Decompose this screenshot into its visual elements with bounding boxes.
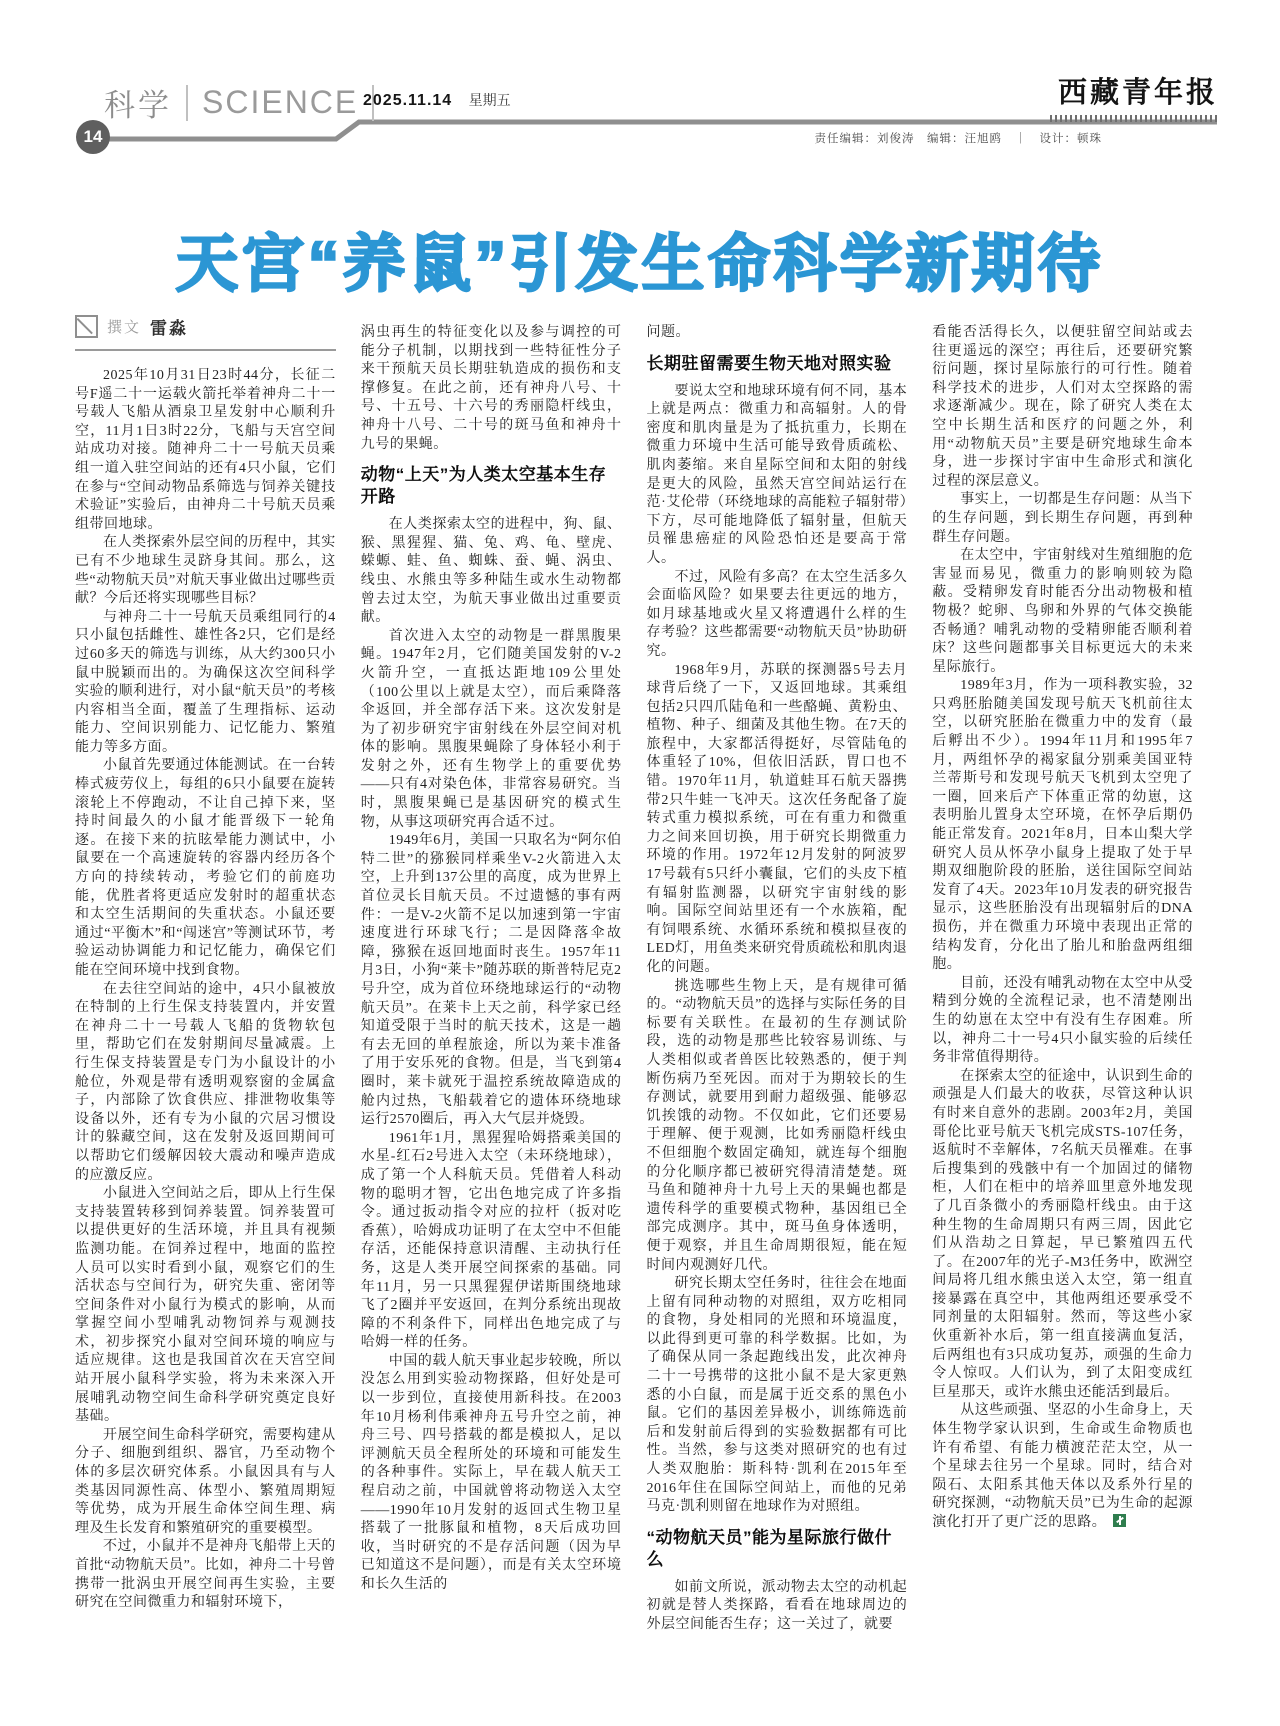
date-block [363, 90, 511, 110]
paragraph: 中国的载人航天事业起步较晚，所以没怎么用到实验动物探路，但好处是可以一步到位，直接使用新科技。在2003年10月杨利伟乘神舟五号升空之前，神舟三号、四号搭载的都是模拟人，足以评测航天员全程所处的环境和可能发生的各种事件。实际上，早在载人航天工程启动之前，中国就曾将动物送入太空——1990年10月发射的返回式生物卫星搭载了一批豚鼠和植物，8天后成功回收，当时研究的不是存活问题（因为早已知道这不是问题），而是有关太空环境和长久生活的 [360, 1353, 622, 1592]
paragraph: 如前文所说，派动物去太空的动机起初就是替人类探路，看看在地球周边的外层空间能否生存；这一关过了，就要 [646, 1579, 908, 1632]
paragraph: 在去往空间站的途中，4只小鼠被放在特制的上行生保支持装置内，并安置在神舟二十一号载人飞船的货物软包里，帮助它们在发射期间尽量减震。上行生保支持装置是专门为小鼠设计的小舱位，外观是带有透明观察窗的金属盒子，内部除了饮食供应、排泄物收集等设备以外，还有专为小鼠的穴居习惯设计的躲藏空间，这在发射及返回期间可以帮助它们缓解因较大震动和噪声造成的应激反应。 [75, 981, 336, 1183]
page-number-badge: 14 [76, 120, 110, 154]
paragraph: 不过，风险有多高？在太空生活多久会面临风险？如果要去往更远的地方，如月球基地或火星又将遭遇什么样的生存考验？这些都需要“动物航天员”协助研究。 [646, 569, 908, 659]
editors-line: 责任编辑：刘俊涛 编辑：汪旭鸥 ｜ 设计：顿珠 [814, 133, 1102, 145]
paragraph: 不过，小鼠并不是神舟飞船带上天的首批“动物航天员”。比如，神舟二十号曾携带一批涡虫开展空间再生实验，主要研究在空间微重力和辐射环境下， [75, 1539, 336, 1611]
paragraph: 事实上，一切都是生存问题：从当下的生存问题，到长期生存问题，再到种群生存问题。 [932, 492, 1193, 545]
section-name-cn: 科学 [104, 88, 172, 123]
paragraph: 1961年1月，黑猩猩哈姆搭乘美国的水星-红石2号进入太空（未环绕地球），成了第一个人科航天员。凭借着人科动物的聪明才智，它出色地完成了许多指令。通过扳动指令对应的拉杆（扳对吃香蕉），哈姆成功证明了在太空中不但能存活，还能保持意识清醒、主动执行任务，这是人类开展空间探索的基础。同年11月，另一只黑猩猩伊诺斯围绕地球飞了2圈并平安返回，在判分系统出现故障的不利条件下，同样出色地完成了与哈姆一样的任务。 [360, 1130, 622, 1351]
paragraph: 在人类探索外层空间的历程中，其实已有不少地球生灵跻身其间。那么，这些“动物航天员”对航天事业做出过哪些贡献？今后还将实现哪些目标？ [75, 535, 336, 607]
subheading: 长期驻留需要生物天地对照实验 [646, 353, 892, 373]
section-name-en: SCIENCE [202, 84, 359, 120]
kicker-divider [186, 85, 188, 121]
masthead [1050, 70, 1218, 122]
paragraph: 1949年6月，美国一只取名为“阿尔伯特二世”的猕猴同样乘坐V-2火箭进入太空，上升到137公里的高度，成为世界上首位灵长目航天员。不过遗憾的事有两件：一是V-2火箭不足以加速到第一宇宙速度进行环球飞行；二是因降落伞故障，猕猴在返回地面时丧生。1957年11月3日，小狗“莱卡”随苏联的斯普特尼克2号升空，成为首位环绕地球运行的“动物航天员”。在莱卡上天之前，科学家已经知道受限于当时的航天技术，这是一趟有去无回的单程旅途，所以为莱卡准备了用于安乐死的食物。但是，当飞到第4圈时，莱卡就死于温控系统故障造成的舱内过热，飞船载着它的遗体环绕地球运行2570圈后，再入大气层并烧毁。 [360, 833, 622, 1128]
paragraph: 在人类探索太空的进程中，狗、鼠、猴、黑猩猩、猫、兔、鸡、龟、壁虎、蝾螈、蛙、鱼、蜘蛛、蚕、蝇、涡虫、线虫、水熊虫等多种陆生或水生动物都曾去过太空，为航天事业做出过重要贡献。 [360, 517, 622, 626]
paragraph: 涡虫再生的特征变化以及参与调控的可能分子机制，以期找到一些特征性分子来干预航天员长期驻轨造成的损伤和支撑修复。在此之前，还有神舟八号、十号、十五号、十六号的秀丽隐杆线虫，神舟十八号、二十号的斑马鱼和神舟十九号的果蝇。 [360, 325, 622, 452]
article-end-icon [1113, 1514, 1126, 1527]
paragraph: 从这些顽强、坚忍的小生命身上，天体生物学家认识到，生命或生命物质也许有希望、有能力横渡茫茫太空，从一个星球去往另一个星球。同时，结合对陨石、太阳系其他天体以及系外行星的研究探测，“动物航天员”已为生命的起源演化打开了更广泛的思路。 [932, 1403, 1193, 1530]
newspaper-title: 西藏青年报 [1057, 77, 1218, 109]
subheading: 动物“上天”为人类太空基本生存开路 [360, 465, 607, 507]
paragraph: 小鼠进入空间站之后，即从上行生保支持装置转移到饲养装置。饲养装置可以提供更好的生活环境，并且具有视频监测功能。在饲养过程中，地面的监控人员可以实时看到小鼠，观察它们的生活状态与空间行为，研究失重、密闭等空间条件对小鼠行为模式的影响，从而掌握空间小型哺乳动物饲养与观测技术，初步探究小鼠对空间环境的响应与适应规律。这也是我国首次在天宫空间站开展小鼠科学实验，将为未来深入开展哺乳动物空间生命科学研究奠定良好基础。 [75, 1186, 336, 1425]
section-kicker [104, 80, 388, 125]
paragraph: 2025年10月31日23时44分，长征二号F遥二十一运载火箭托举着神舟二十一号载人飞船从酒泉卫星发射中心顺利升空，11月1日3时22分，飞船与天宫空间站成功对接。随神舟二十一号航天员乘组一道入驻空间站的还有4只小鼠，它们在参与“空间动物品系筛选与饲养关键技术验证”实验后，由神舟二十号航天员乘组带回地球。 [75, 368, 336, 532]
paragraph: 在探索太空的征途中，认识到生命的顽强是人们最大的收获，尽管这种认识有时来自意外的悲剧。2003年2月，美国哥伦比亚号航天飞机完成STS-107任务，返航时不幸解体，7名航天员罹难。在事后搜集到的残骸中有一个加固过的储物柜，人们在柜中的培养皿里意外地发现了几百条微小的秀丽隐杆线虫。由于这种生物的生命周期只有两三周，因此它们从浩劫之日算起，早已繁殖四五代了。在2007年的光子-M3任务中，欧洲空间局将几组水熊虫送入太空，第一组直接暴露在真空中，其他两组还要承受不同剂量的太阳辐射。然而，等这些小家伙重新补水后，第一组直接满血复活，后两组也有3只成功复苏，顽强的生命力令人惊叹。人们认为，到了太阳变成红巨星那天，或许水熊虫还能活到最后。 [932, 1068, 1193, 1400]
paragraph: 1989年3月，作为一项科教实验，32只鸡胚胎随美国发现号航天飞机前往太空，以研究胚胎在微重力中的发育（最后孵出不少）。1994年11月和1995年7月，两组怀孕的褐家鼠分别乘美国亚特兰蒂斯号和发现号航天飞机到太空兜了一圈，回来后产下体重正常的幼崽，这表明胎儿置身太空环境，在怀孕后期仍能正常发育。2021年8月，日本山梨大学研究人员从怀孕小鼠身上提取了处于早期双细胞阶段的胚胎，送往国际空间站发育了4天。2023年10月发表的研究报告显示，这些胚胎没有出现辐射后的DNA损伤，并在微重力环境中表现出正常的结构发育，分化出了胎儿和胎盘两组细胞。 [932, 678, 1193, 973]
column-3 [647, 314, 908, 1635]
column-2 [361, 314, 622, 1635]
byline [75, 314, 336, 351]
paragraph: 小鼠首先要通过体能测试。在一台转棒式疲劳仪上，每组的6只小鼠要在旋转滚轮上不停跑动，不让自己掉下来，坚持时间最久的小鼠才能晋级下一轮角逐。在接下来的抗眩晕能力测试中，小鼠要在一个高速旋转的容器内经历各个方向的持续转动，考验它们的前庭功能，优胜者将更适应发射时的超重状态和太空生活期间的失重状态。小鼠还要通过“平衡木”和“闯迷宫”等测试环节，考验运动协调能力和记忆能力，确保它们能在空间环境中找到食物。 [75, 758, 336, 978]
paragraph: 1968年9月，苏联的探测器5号去月球背后绕了一下，又返回地球。其乘组包括2只四爪陆龟和一些酪蝇、黄粉虫、植物、种子、细菌及其他生物。在7天的旅程中，大家都活得挺好，尽管陆龟的体重轻了10%，但依旧活跃，胃口也不错。1970年11月，轨道蛙耳石航天器携带2只牛蛙一飞冲天。这次任务配备了旋转式重力模拟系统，可在有重力和微重力之间来回切换，用于研究长期微重力环境的作用。1972年12月发射的阿波罗17号载有5只纤小囊鼠，它们的头皮下植有辐射监测器，以研究宇宙射线的影响。国际空间站里还有一个水族箱，配有饲喂系统、水循环系统和模拟昼夜的LED灯，用鱼类来研究骨质疏松和肌肉退化的问题。 [646, 662, 908, 975]
paragraph: 看能否活得长久，以便驻留空间站或去往更遥远的深空；再往后，还要研究繁衍问题，探讨星际旅行的可行性。随着科学技术的进步，人们对太空探路的需求逐渐减少。现在，除了研究人类在太空中长期生活和医疗的问题之外，利用“动物航天员”主要是研究地球生命本身，进一步探讨宇宙中生命形式和演化过程的深层意义。 [932, 325, 1193, 489]
tibetan-script-line [1050, 115, 1218, 122]
paragraph: 挑选哪些生物上天，是有规律可循的。“动物航天员”的选择与实际任务的目标要有关联性。在最初的生存测试阶段，选的动物是那些比较容易训练、与人类相似或者兽医比较熟悉的，便于判断伤病乃至死因。而对于为期较长的生存测试，就要用到耐力超级强、能够忍饥挨饿的动物。不仅如此，它们还要易于理解、便于观测，比如秀丽隐杆线虫不但细胞个数固定确知，就连每个细胞的分化顺序都已被研究得清清楚楚。斑马鱼和随神舟十九号上天的果蝇也都是遗传科学的重要模式物种，基因组已全部完成测序。其中，斑马鱼身体透明，便于观察，并且生命周期很短，能在短时间内观测好几代。 [646, 978, 908, 1273]
byline-author: 雷淼 [150, 319, 189, 338]
paragraph: 开展空间生命科学研究，需要构建从分子、细胞到组织、器官，乃至动物个体的多层次研究体系。小鼠因具有与人类基因同源性高、体型小、繁殖周期短等优势，成为开展生命体空间生理、病理及生长发育和繁殖研究的重要模型。 [75, 1427, 336, 1536]
paragraph: 与神舟二十一号航天员乘组同行的4只小鼠包括雌性、雄性各2只，它们是经过60多天的筛选与训练，从大约300只小鼠中脱颖而出的。为确保这次空间科学实验的顺利进行，对小鼠“航天员”的考核内容相当全面，覆盖了生理指标、运动能力、空间识别能力、记忆能力、繁殖能力等多方面。 [75, 609, 336, 755]
date: 2025.11.14 [363, 92, 453, 109]
pen-icon [75, 315, 98, 338]
column-4 [932, 314, 1193, 1635]
paragraph: 目前，还没有哺乳动物在太空中从受精到分娩的全流程记录，也不清楚刚出生的幼崽在太空中有没有生存困难。所以，神舟二十一号4只小鼠实验的后续任务非常值得期待。 [932, 975, 1193, 1066]
paragraph: 要说太空和地球环境有何不同，基本上就是两点：微重力和高辐射。人的骨密度和肌肉量是为了抵抗重力，长期在微重力环境中生活可能导致骨质疏松、肌肉萎缩。来自星际空间和太阳的射线是更大的风险，虽然天宫空间站运行在范·艾伦带（环绕地球的高能粒子辐射带）下方，尽可能地降低了辐射量，但航天员罹患癌症的风险恐怕还是要高于常人。 [646, 383, 908, 566]
paragraph: 问题。 [646, 325, 690, 340]
column-1 [75, 314, 336, 1635]
paragraph: 首次进入太空的动物是一群黑腹果蝇。1947年2月，它们随美国发射的V-2火箭升空，一直抵达距地109公里处（100公里以上就是太空），而后乘降落伞返回，并全部存活下来。这次发射是为了初步研究宇宙射线在外层空间对机体的影响。黑腹果蝇除了身体轻小利于发射之外，还有生物学上的重要优势——只有4对染色体，非常容易研究。当时，黑腹果蝇已是基因研究的模式生物，从事这项研究再合适不过。 [360, 628, 622, 830]
headline: 天宫“养鼠”引发生命科学新期待 [175, 229, 1104, 299]
weekday: 星期五 [468, 92, 511, 108]
subheading: “动物航天员”能为星际旅行做什么 [646, 1527, 892, 1569]
paragraph: 在太空中，宇宙射线对生殖细胞的危害显而易见，微重力的影响则较为隐蔽。受精卵发育时能否分出动物极和植物极？蛇卵、鸟卵和外界的气体交换能否畅通？哺乳动物的受精卵能否顺利着床？这些问题都事关目标更远大的未来星际旅行。 [932, 548, 1193, 675]
article-body [75, 314, 1193, 1635]
paragraph: 研究长期太空任务时，往往会在地面上留有同种动物的对照组，双方吃相同的食物，身处相同的光照和环境温度，以此得到更可靠的科学数据。比如，为了确保从同一条起跑线出发，此次神舟二十一号携带的这批小鼠不是大家更熟悉的小白鼠，而是属于近交系的黑色小鼠。它们的基因差异极小，训练筛选前后和发射前后得到的实验数据都有可比性。当然，参与这类对照研究的也有过人类双胞胎：斯科特·凯利在2015年至2016年住在国际空间站上，而他的兄弟马克·凯利则留在地球作为对照组。 [646, 1276, 908, 1515]
byline-label: 撰文 [107, 319, 142, 336]
